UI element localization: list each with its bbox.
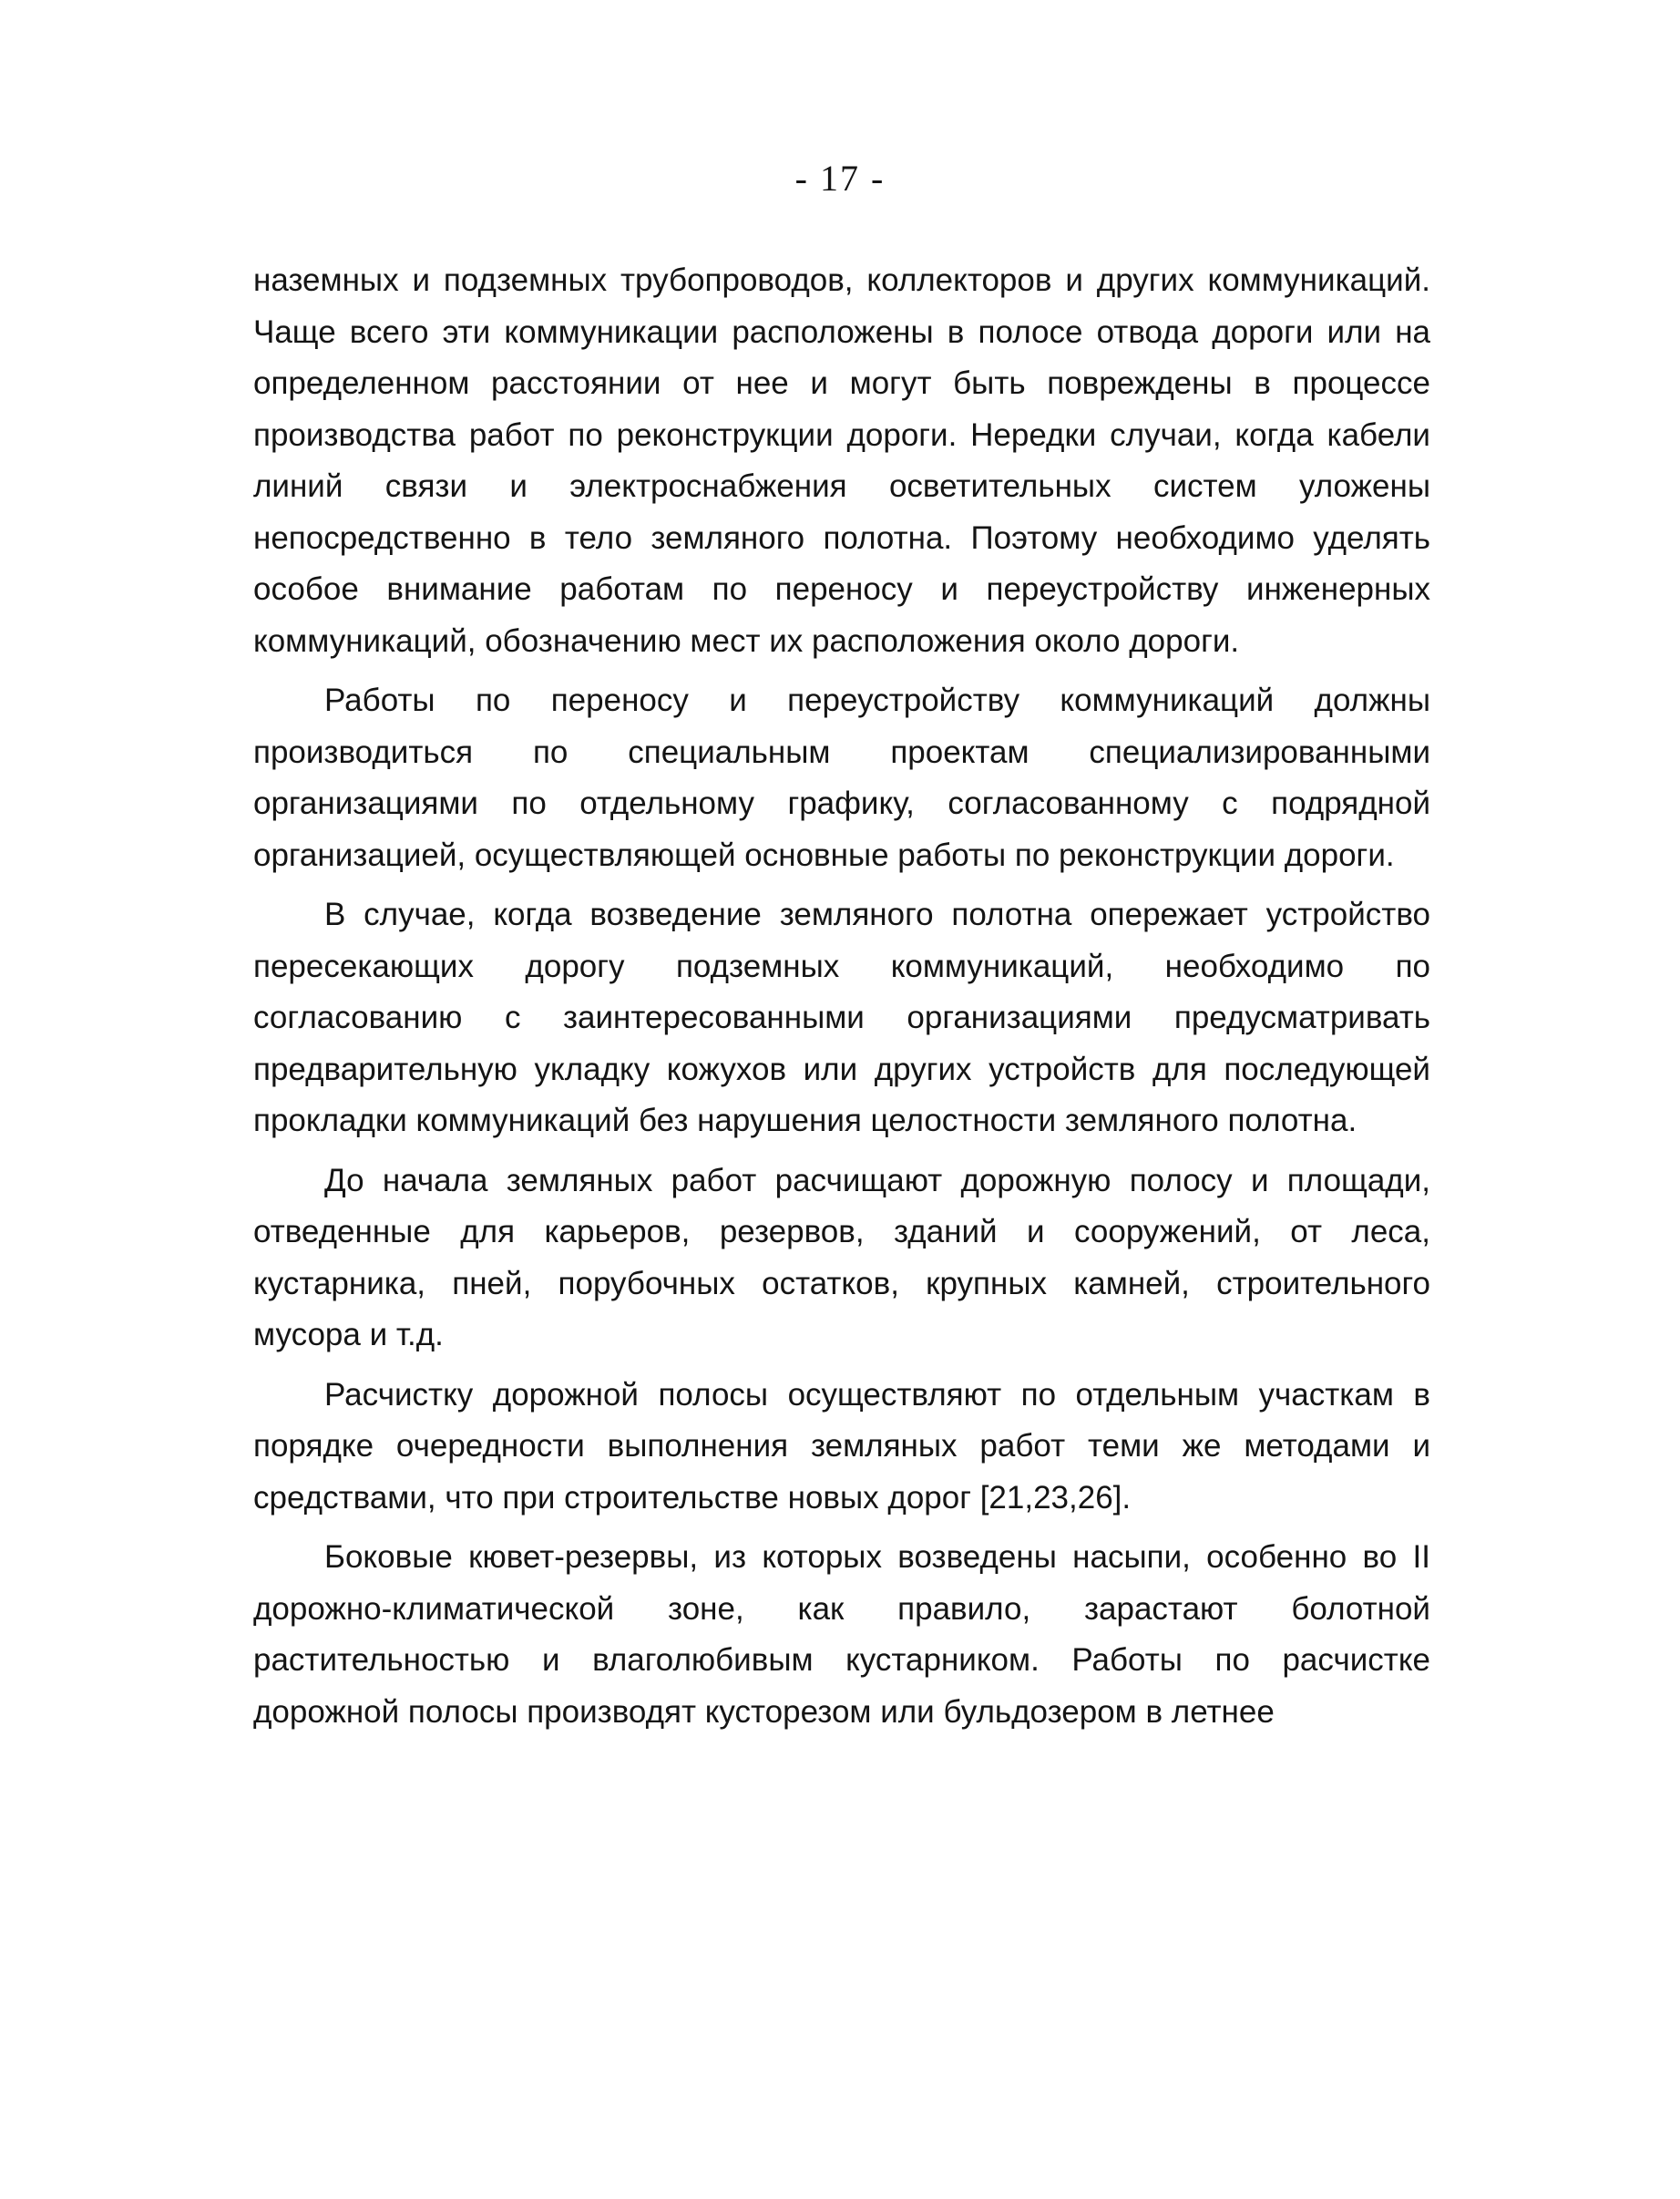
- paragraph: До начала земляных работ расчищают дорожную полосу и площади, отведенные для карьеров, резервов, зданий и сооружений, от леса, кустарника, пней, порубочных остатков, крупных камней, строительного мусора и т.д.: [253, 1162, 1430, 1352]
- paragraph-continuation: наземных и подземных трубопроводов, коллекторов и других коммуникаций. Чаще всего эти коммуникации расположены в полосе отвода дороги или на определенном расстоянии от нее и могут быть повреждены в процессе производства работ по реконструкции дороги. Нередки случаи, когда кабели линий связи и электроснабжения осветительных систем уложены непосредственно в тело земляного полотна. Поэтому необходимо уделять особое внимание работам по переносу и переустройству инженерных коммуникаций, обозначению мест их расположения около дороги.: [253, 262, 1430, 659]
- paragraph: Работы по переносу и переустройству коммуникаций должны производиться по специальным проектам специализированными организациями по отдельному графику, согласованному с подрядной организацией, осуществляющей основные работы по реконструкции дороги.: [253, 683, 1430, 873]
- page-number: - 17 -: [794, 158, 886, 199]
- paragraph: Расчистку дорожной полосы осуществляют по отдельным участкам в порядке очередности выполнения земляных работ теми же методами и средствами, что при строительстве новых дорог [21,23,26].: [253, 1376, 1430, 1516]
- document-body: [253, 255, 1430, 1746]
- paragraph: В случае, когда возведение земляного полотна опережает устройство пересекающих дорогу подземных коммуникаций, необходимо по согласованию с заинтересованными организациями предусматривать предварительную укладку кожухов или других устройств для последующей прокладки коммуникаций без нарушения целостности земляного полотна.: [253, 897, 1430, 1138]
- paragraph-last: Боковые кювет-резервы, из которых возведены насыпи, особенно во II дорожно-климатической зоне, как правило, зарастают болотной растительностью и влаголюбивым кустарником. Работы по расчистке дорожной полосы производят кусторезом или бульдозером в летнее: [253, 1539, 1430, 1730]
